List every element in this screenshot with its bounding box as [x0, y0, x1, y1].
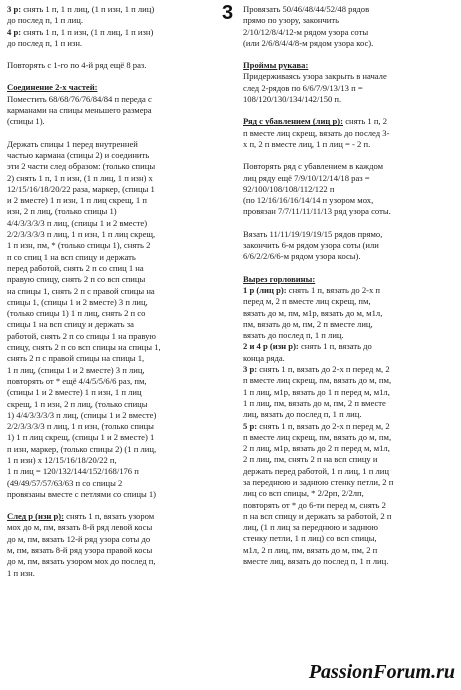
text-line: [7, 173, 220, 184]
text-line: [243, 319, 455, 330]
bold-text: Вырез горловины:: [243, 273, 316, 284]
text-run: за переднюю и заднюю стенку петли, 2 п: [243, 476, 394, 487]
text-line: [243, 533, 455, 544]
text-run: 6/6/2/2/6/6-м рядом узора косы).: [243, 251, 361, 262]
text-line: [7, 308, 220, 319]
text-line: [243, 330, 455, 341]
text-run: пм, вязать до м, пм, 2 п вместе лиц,: [243, 318, 373, 329]
text-run: Поместить 68/68/76/76/84/84 п переда с: [7, 93, 152, 104]
text-run: скрещ, 1 п изн, 2 п лиц, (только спицы: [7, 398, 148, 409]
text-run: Повторять с 1-го по 4-й ряд ещё 8 раз.: [7, 60, 147, 71]
text-line: [243, 421, 455, 432]
text-line: [7, 38, 220, 49]
text-line: [243, 83, 455, 94]
text-line: [243, 511, 455, 522]
paragraph-gap: [7, 128, 220, 139]
text-run: (только спицы 1) 1 п лиц, снять 2 п со: [7, 308, 146, 319]
text-run: лиц, (1 п лиц за переднюю и заднюю: [243, 522, 378, 533]
text-run: на спицы 1, снять 2 п с правой спицы на: [7, 285, 155, 296]
text-line: [7, 421, 220, 432]
text-run: (49/49/57/57/63/63 п со спицы 2: [7, 477, 123, 488]
text-line: [7, 206, 220, 217]
text-line: [7, 556, 220, 567]
text-run: лиц ряду ещё 7/9/10/12/14/18 раз =: [243, 172, 370, 183]
text-run: до послед п, 1 п лиц.: [7, 15, 83, 26]
text-run: спицы 1, (спицы 1 и 2 вместе) 3 п лиц,: [7, 296, 148, 307]
paragraph-gap: [243, 218, 455, 229]
text-line: [243, 240, 455, 251]
text-run: работой, снять 2 п со спицы 1 на правую: [7, 330, 156, 341]
text-run: Придерживаясь узора закрыть в начале: [243, 71, 387, 82]
text-run: 1 п изн, пм, * (только спицы 1), снять 2: [7, 240, 151, 251]
text-line: [7, 60, 220, 71]
text-run: Вязать 11/11/19/19/19/15 рядов прямо,: [243, 228, 383, 239]
text-run: правую спицу, снять 2 п со всп спицы: [7, 274, 146, 285]
text-line: [243, 545, 455, 556]
paragraph-gap: [243, 150, 455, 161]
text-run: перед работой, снять 2 п со спиц 1 на: [7, 262, 144, 273]
text-run: и 2 вместе) 1 п изн, 1 п лиц скрещ, 1 п: [7, 195, 147, 206]
bold-text: 3 р:: [7, 4, 22, 14]
text-run: Держать спицы 1 перед внутренней: [7, 138, 138, 149]
text-run: 1) 1 п лиц скрещ, (спицы 1 и 2 вместе) 1: [7, 432, 155, 443]
text-run: снять 1 п, 2: [343, 116, 388, 127]
text-run: 1 п изн) х 12/15/16/18/20/22 п,: [7, 454, 117, 465]
text-run: (спицы 1).: [7, 116, 45, 127]
text-run: до послед п, 1 п изн.: [7, 37, 83, 48]
text-run: до м, пм, вязать 12-й ряд узора соты до: [7, 533, 151, 544]
bold-text: 2 и 4 р (изн р):: [243, 341, 299, 352]
watermark: PassionForum.ru: [308, 661, 455, 683]
text-run: провязан 7/7/11/11/11/13 ряд узора соты.: [243, 206, 391, 217]
text-line: [243, 285, 455, 296]
text-line: [243, 500, 455, 511]
text-run: 92/100/108/108/112/122 п: [243, 183, 335, 194]
text-run: 1 п лиц, пм, вязать до м, пм, 2 п вместе: [243, 397, 386, 408]
text-line: [243, 477, 455, 488]
text-line: [7, 94, 220, 105]
text-run: до м, пм, вязать узором мох до послед п,: [7, 556, 156, 567]
text-line: [7, 432, 220, 443]
text-run: 2/2/3/3/3/3 п лиц, 1 п изн, 1 п лиц скрещ,: [7, 229, 156, 240]
text-run: спицу, снять 2 п со всп спицы на спицы 1,: [7, 342, 161, 353]
text-line: [7, 466, 220, 477]
text-line: [243, 161, 455, 172]
bold-text: Проймы рукава:: [243, 60, 309, 71]
text-line: [7, 116, 220, 127]
text-line: [7, 229, 220, 240]
text-run: м1л, 2 п лиц, пм, вязать до м, пм, 2 п: [243, 544, 378, 555]
text-line: [243, 206, 455, 217]
text-line: [243, 251, 455, 262]
text-run: снять 1 п, вязать до: [298, 341, 372, 352]
text-line: [7, 240, 220, 251]
text-run: прямо по узору, закончить: [243, 15, 340, 26]
text-line: [7, 82, 220, 93]
text-line: [243, 128, 455, 139]
paragraph-gap: [7, 500, 220, 511]
text-line: [243, 173, 455, 184]
text-run: снять 1 п, 1 п изн, (1 п лиц, 1 п изн): [21, 26, 154, 37]
text-run: Провязать 50/46/48/44/52/48 рядов: [243, 4, 370, 14]
text-run: 2/2/3/3/3/3 п лиц, 1 п изн, (только спицы: [7, 421, 154, 432]
text-line: [243, 4, 455, 15]
text-line: [243, 341, 455, 352]
text-run: лиц, вязать до послед п, 1 п лиц.: [243, 409, 362, 420]
text-run: держать перед работой, 1 п лиц, 1 п лиц: [243, 465, 389, 476]
text-line: [7, 568, 220, 579]
text-line: [243, 488, 455, 499]
bold-text: 4 р:: [7, 26, 22, 37]
text-run: 108/120/130/134/142/150 п.: [243, 94, 342, 105]
text-run: провязаны вместе с петлями со спицы 1): [7, 488, 157, 499]
text-line: [7, 218, 220, 229]
text-line: [7, 274, 220, 285]
text-run: х п, 2 п вместе лиц, 1 п лиц = - 2 п.: [243, 138, 371, 149]
text-line: [7, 139, 220, 150]
bold-text: След р (изн р):: [7, 511, 65, 522]
text-line: [7, 184, 220, 195]
text-run: изн, 2 п лиц, (только спицы 1): [7, 206, 117, 217]
text-line: [243, 229, 455, 240]
text-line: [243, 308, 455, 319]
text-line: [7, 511, 220, 522]
bold-text: 3 р:: [243, 364, 258, 375]
text-line: [7, 376, 220, 387]
text-run: Повторять ряд с убавлением в каждом: [243, 161, 384, 172]
text-run: вязать до послед п, 1 п лиц.: [243, 330, 344, 341]
text-line: [7, 297, 220, 308]
text-run: спицы 1 на всп спицу и держать за: [7, 319, 134, 330]
text-run: конца ряда.: [243, 352, 285, 363]
text-run: мох до м, пм, вязать 8-й ряд левой косы: [7, 522, 153, 533]
text-line: [7, 545, 220, 556]
text-line: [243, 443, 455, 454]
text-line: [7, 365, 220, 376]
text-line: [243, 195, 455, 206]
text-line: [243, 375, 455, 386]
paragraph-gap: [243, 263, 455, 274]
text-run: п вместе лиц скрещ, пм, вязать до м, пм,: [243, 375, 392, 386]
text-line: [7, 286, 220, 297]
text-run: закончить 6-м рядом узора соты (или: [243, 240, 379, 251]
text-line: [243, 38, 455, 49]
text-line: [7, 105, 220, 116]
text-line: [243, 466, 455, 477]
text-line: [7, 489, 220, 500]
text-line: [7, 444, 220, 455]
text-line: [7, 263, 220, 274]
text-line: [7, 522, 220, 533]
text-line: [7, 399, 220, 410]
text-run: 1 п лиц = 120/132/144/152/168/176 п: [7, 466, 139, 477]
text-line: [7, 387, 220, 398]
text-line: [7, 15, 220, 26]
text-line: [7, 195, 220, 206]
text-line: [243, 454, 455, 465]
text-run: п изн, маркер, (только спицы 2) (1 п лиц,: [7, 443, 157, 454]
text-line: [243, 398, 455, 409]
text-run: снять 1 п, вязать до 2-х п перед м, 2: [257, 420, 390, 431]
text-run: вместе лиц, вязать до послед п, 1 п лиц.: [243, 556, 389, 567]
bold-text: 1 р (лиц р):: [243, 284, 287, 295]
text-run: эти 2 части след образом: (только спицы: [7, 161, 156, 172]
text-run: перед м, 2 п вместе лиц скрещ, пм,: [243, 296, 371, 307]
text-line: [243, 94, 455, 105]
text-line: [243, 387, 455, 398]
text-run: (по 12/16/16/16/14/14 п узором мох,: [243, 195, 374, 206]
paragraph-gap: [7, 49, 220, 60]
text-run: 2 п лиц, пм, снять 2 п на всп спицу и: [243, 454, 378, 465]
text-run: стенку петли, 1 п лиц) со всп спицы,: [243, 533, 377, 544]
text-line: [243, 274, 455, 285]
text-line: [243, 296, 455, 307]
text-line: [243, 116, 455, 127]
text-run: м, пм, вязать 8-й ряд узора правой косы: [7, 545, 153, 556]
right-column: [243, 4, 455, 567]
bold-text: Соединение 2-х частей:: [7, 82, 98, 93]
text-run: п вместе лиц скрещ, пм, вязать до м, пм,: [243, 431, 392, 442]
text-run: вязать до м, пм, м1р, вязать до м, м1л,: [243, 307, 383, 318]
text-run: частью кармана (спицы 2) и соединить: [7, 149, 150, 160]
text-line: [243, 432, 455, 443]
text-line: [7, 534, 220, 545]
text-run: 2) снять 1 п, 1 п изн, (1 п лиц, 1 п изн) х: [7, 172, 153, 183]
text-run: 2/10/12/8/4/12-м рядом узора соты: [243, 26, 369, 37]
text-run: 1 п изн.: [7, 567, 35, 578]
text-run: карманами на спицы меньшего размера: [7, 105, 152, 116]
text-line: [7, 478, 220, 489]
text-run: снять 1 п, вязать узором: [64, 511, 155, 522]
text-line: [243, 15, 455, 26]
paragraph-gap: [7, 71, 220, 82]
text-line: [243, 522, 455, 533]
text-run: снять 1 п, вязать до 2-х п перед м, 2: [257, 364, 390, 375]
text-run: 1) 4/4/3/3/3/3 п лиц, (спицы 1 и 2 вместе): [7, 409, 157, 420]
text-run: снять 1 п, вязать до 2-х п: [286, 284, 381, 295]
bold-text: 5 р:: [243, 420, 258, 431]
text-line: [7, 161, 220, 172]
text-line: [7, 410, 220, 421]
text-line: [243, 71, 455, 82]
text-run: снять 2 п с правой спицы на спицы 1,: [7, 353, 145, 364]
text-line: [7, 342, 220, 353]
text-run: 1 п лиц, м1р, вязать до 1 п перед м, м1л,: [243, 386, 390, 397]
left-column: [7, 4, 220, 579]
text-run: 12/15/16/18/20/22 раза, маркер, (спицы 1: [7, 183, 155, 194]
text-run: п со спиц 1 на всп спицу и держать: [7, 251, 136, 262]
text-run: (спицы 1 и 2 вместе) 1 п изн, 1 п лиц: [7, 387, 142, 398]
text-run: повторять от * до 6-ти перед м, снять 2: [243, 499, 386, 510]
page-number: 3: [222, 2, 234, 24]
text-run: п на всп спицу и держать за работой, 2 п: [243, 510, 392, 521]
text-line: [7, 4, 220, 15]
text-run: п вместе лиц скрещ, вязать до послед 3-: [243, 127, 390, 138]
text-run: 2 п лиц, м1р, вязать до 2 п перед м, м1л,: [243, 443, 390, 454]
text-line: [7, 150, 220, 161]
paragraph-gap: [243, 49, 455, 60]
text-line: [243, 139, 455, 150]
text-line: [243, 409, 455, 420]
text-line: [243, 60, 455, 71]
text-run: след 2-рядов по 6/6/7/9/13/13 п =: [243, 82, 363, 93]
text-line: [243, 184, 455, 195]
text-run: снять 1 п, 1 п лиц, (1 п изн, 1 п лиц): [21, 4, 155, 14]
text-run: (или 2/6/8/4/4/8-м рядом узора кос).: [243, 37, 374, 48]
text-line: [243, 27, 455, 38]
text-line: [7, 252, 220, 263]
paragraph-gap: [243, 105, 455, 116]
text-line: [7, 353, 220, 364]
text-line: [7, 331, 220, 342]
text-run: лиц со всп спицы, * 2/2рп, 2/2лп,: [243, 488, 364, 499]
text-line: [7, 455, 220, 466]
text-line: [7, 319, 220, 330]
text-run: повторять от * ещё 4/4/5/5/6/6 раз, пм,: [7, 375, 147, 386]
text-line: [243, 353, 455, 364]
bold-text: Ряд с убавлением (лиц р):: [243, 116, 344, 127]
text-run: 4/4/3/3/3/3 п лиц, (спицы 1 и 2 вместе): [7, 217, 148, 228]
text-line: [7, 27, 220, 38]
text-line: [243, 556, 455, 567]
text-line: [243, 364, 455, 375]
text-run: 1 п лиц, (спицы 1 и 2 вместе) 3 п лиц,: [7, 364, 145, 375]
